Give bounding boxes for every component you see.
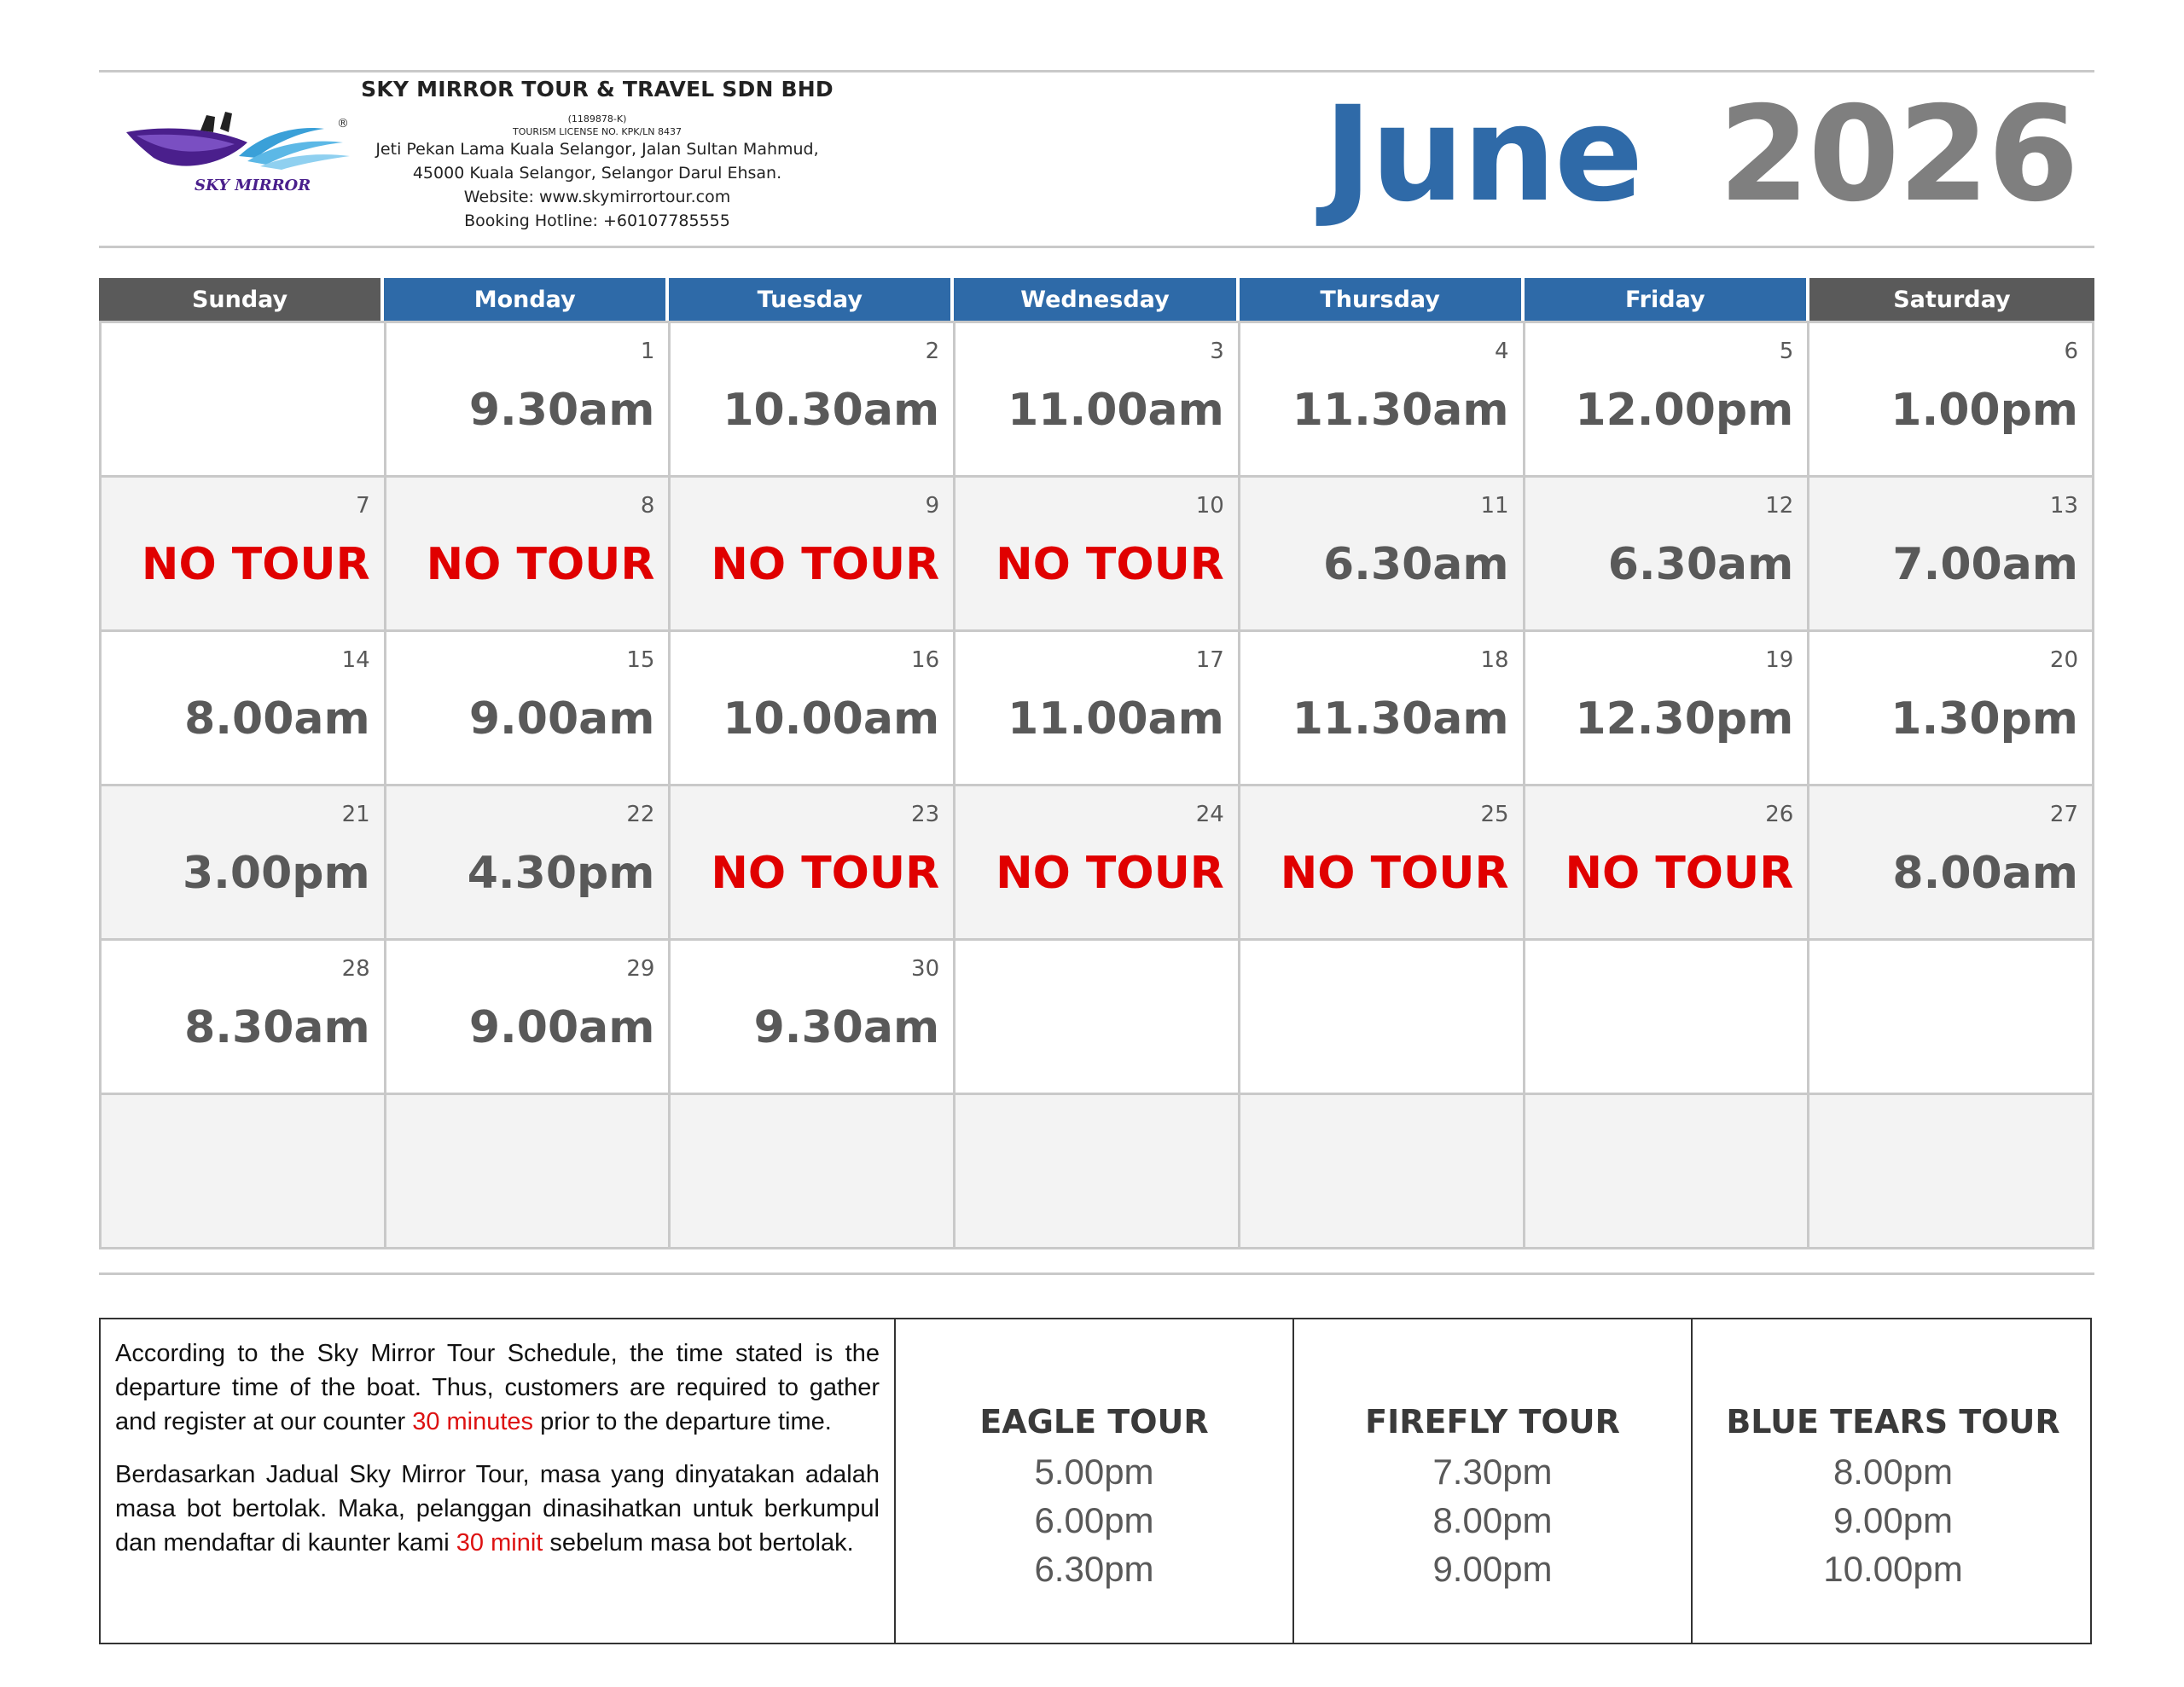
- day-cell-29[interactable]: [386, 941, 671, 1095]
- day-cell-23[interactable]: [671, 786, 956, 941]
- day-number: 6: [2064, 339, 2078, 364]
- day-number: 27: [2049, 802, 2078, 827]
- day-number: 8: [640, 493, 655, 519]
- day-number: 5: [1779, 339, 1794, 364]
- day-of-week-header: [99, 278, 2094, 321]
- day-number: 13: [2049, 493, 2078, 519]
- day-cell-27[interactable]: [1809, 786, 2094, 941]
- day-number: 9: [925, 493, 940, 519]
- notes-panel: [101, 1319, 896, 1643]
- day-cell-22[interactable]: [386, 786, 671, 941]
- day-header-friday: Friday: [1525, 278, 1809, 321]
- tour-firefly: [1294, 1319, 1693, 1643]
- day-cell-25[interactable]: [1240, 786, 1525, 941]
- day-number: 29: [626, 956, 655, 982]
- note-malay: [115, 1458, 880, 1560]
- day-cell-30[interactable]: [671, 941, 956, 1095]
- website[interactable]: Website: www.skymirrortour.com: [463, 188, 731, 206]
- day-cell-9[interactable]: [671, 478, 956, 632]
- day-cell-26[interactable]: [1525, 786, 1810, 941]
- tour-time: 8.00pm: [1432, 1500, 1553, 1540]
- day-cell-6[interactable]: [1809, 323, 2094, 478]
- departure-time: 11.00am: [1008, 385, 1224, 436]
- day-cell-12[interactable]: [1525, 478, 1810, 632]
- day-number: 16: [911, 647, 940, 673]
- no-tour-label: NO TOUR: [996, 848, 1224, 899]
- tour-time: 7.30pm: [1432, 1452, 1553, 1492]
- day-number: 11: [1480, 493, 1509, 519]
- booking-hotline[interactable]: Booking Hotline: +60107785555: [464, 212, 730, 230]
- departure-time: 8.00am: [184, 693, 370, 745]
- day-number: 22: [626, 802, 655, 827]
- day-number: 20: [2049, 647, 2078, 673]
- calendar-bottom-rule: [99, 1272, 2094, 1275]
- empty-day-cell: [1809, 941, 2094, 1095]
- departure-time: 9.00am: [468, 693, 655, 745]
- tour-time: 8.00pm: [1833, 1452, 1954, 1492]
- day-cell-5[interactable]: [1525, 323, 1810, 478]
- day-number: 3: [1210, 339, 1224, 364]
- day-cell-8[interactable]: [386, 478, 671, 632]
- company-info: [350, 77, 845, 233]
- day-number: 28: [341, 956, 370, 982]
- day-header-sunday: Sunday: [99, 278, 384, 321]
- tour-time: 9.00pm: [1432, 1549, 1553, 1589]
- departure-time: 9.30am: [468, 385, 655, 436]
- tour-time: 5.00pm: [1034, 1452, 1154, 1492]
- day-cell-11[interactable]: [1240, 478, 1525, 632]
- departure-time: 10.30am: [723, 385, 940, 436]
- departure-time: 6.30am: [1322, 539, 1509, 590]
- departure-time: 9.30am: [753, 1002, 940, 1053]
- tour-time: 10.00pm: [1823, 1549, 1963, 1589]
- departure-time: 11.00am: [1008, 693, 1224, 745]
- calendar-grid: [99, 321, 2094, 1249]
- departure-time: 9.00am: [468, 1002, 655, 1053]
- tour-info-table: [99, 1318, 2092, 1644]
- day-number: 4: [1495, 339, 1509, 364]
- logo-registered-mark: ®: [337, 117, 349, 130]
- tour-name: FIREFLY TOUR: [1365, 1403, 1620, 1441]
- day-number: 2: [925, 339, 940, 364]
- no-tour-label: NO TOUR: [711, 848, 940, 899]
- tour-name: EAGLE TOUR: [979, 1403, 1209, 1441]
- departure-time: 7.00am: [1892, 539, 2078, 590]
- day-number: 24: [1195, 802, 1224, 827]
- day-header-wednesday: Wednesday: [954, 278, 1239, 321]
- day-cell-21[interactable]: [102, 786, 386, 941]
- logo-text: SKY MIRROR: [195, 177, 311, 194]
- tour-time: 9.00pm: [1833, 1500, 1954, 1540]
- no-tour-label: NO TOUR: [996, 539, 1224, 590]
- day-number: 25: [1480, 802, 1509, 827]
- no-tour-label: NO TOUR: [1280, 848, 1509, 899]
- note-english-text: According to the Sky Mirror Tour Schedule, the time stated is the departure time of the boat. Thus, customers are required to gather and register at our counter: [115, 1340, 880, 1435]
- calendar: [99, 278, 2094, 1249]
- empty-day-cell: [386, 1095, 671, 1249]
- departure-time: 1.00pm: [1891, 385, 2078, 436]
- empty-day-cell: [1809, 1095, 2094, 1249]
- page-title: [1323, 78, 2077, 231]
- day-number: 21: [341, 802, 370, 827]
- day-cell-1[interactable]: [386, 323, 671, 478]
- tourism-license: TOURISM LICENSE NO. KPK/LN 8437: [513, 126, 682, 137]
- day-header-monday: Monday: [384, 278, 669, 321]
- no-tour-label: NO TOUR: [1565, 848, 1794, 899]
- note-malay-text: Berdasarkan Jadual Sky Mirror Tour, masa yang dinyatakan adalah masa bot bertolak. Maka, pelanggan dinasihatkan untuk berkumpul dan mendaftar di kaunter kami: [115, 1461, 880, 1557]
- tour-eagle: [896, 1319, 1294, 1643]
- no-tour-label: NO TOUR: [711, 539, 940, 590]
- departure-time: 3.00pm: [182, 848, 370, 899]
- departure-time: 12.00pm: [1575, 385, 1794, 436]
- empty-day-cell: [1240, 941, 1525, 1095]
- day-cell-10[interactable]: [956, 478, 1240, 632]
- empty-day-cell: [102, 323, 386, 478]
- day-number: 14: [341, 647, 370, 673]
- day-number: 18: [1480, 647, 1509, 673]
- day-number: 19: [1765, 647, 1794, 673]
- day-cell-28[interactable]: [102, 941, 386, 1095]
- departure-time: 4.30pm: [467, 848, 655, 899]
- day-cell-17[interactable]: [956, 632, 1240, 786]
- day-cell-19[interactable]: [1525, 632, 1810, 786]
- day-number: 23: [911, 802, 940, 827]
- address-line-2: 45000 Kuala Selangor, Selangor Darul Ehsan.: [412, 164, 782, 183]
- departure-time: 8.30am: [184, 1002, 370, 1053]
- tour-time: 6.30pm: [1034, 1549, 1154, 1589]
- departure-time: 12.30pm: [1575, 693, 1794, 745]
- tour-blue-tears: [1693, 1319, 2094, 1643]
- day-cell-3[interactable]: [956, 323, 1240, 478]
- departure-time: 10.00am: [723, 693, 940, 745]
- note-english: [115, 1336, 880, 1439]
- note-english-highlight: 30 minutes: [412, 1408, 534, 1435]
- day-number: 7: [356, 493, 370, 519]
- note-english-text-end: prior to the departure time.: [533, 1408, 832, 1435]
- day-number: 26: [1765, 802, 1794, 827]
- day-cell-18[interactable]: [1240, 632, 1525, 786]
- empty-day-cell: [956, 941, 1240, 1095]
- departure-time: 6.30am: [1607, 539, 1794, 590]
- note-malay-text-end: sebelum masa bot bertolak.: [543, 1529, 854, 1557]
- top-rule: [99, 70, 2094, 72]
- day-number: 15: [626, 647, 655, 673]
- note-malay-highlight: 30 minit: [456, 1529, 543, 1557]
- day-cell-2[interactable]: [671, 323, 956, 478]
- tour-name: BLUE TEARS TOUR: [1726, 1403, 2060, 1441]
- company-name: SKY MIRROR TOUR & TRAVEL SDN BHD: [361, 77, 834, 101]
- empty-day-cell: [1240, 1095, 1525, 1249]
- day-header-tuesday: Tuesday: [669, 278, 954, 321]
- month-title: June: [1323, 78, 1642, 231]
- day-cell-13[interactable]: [1809, 478, 2094, 632]
- day-header-saturday: Saturday: [1809, 278, 2094, 321]
- day-cell-4[interactable]: [1240, 323, 1525, 478]
- day-header-thursday: Thursday: [1240, 278, 1525, 321]
- departure-time: 1.30pm: [1891, 693, 2078, 745]
- day-cell-16[interactable]: [671, 632, 956, 786]
- day-cell-20[interactable]: [1809, 632, 2094, 786]
- empty-day-cell: [956, 1095, 1240, 1249]
- day-number: 1: [640, 339, 655, 364]
- company-registration: (1189878-K): [567, 113, 627, 125]
- no-tour-label: NO TOUR: [426, 539, 655, 590]
- day-cell-7[interactable]: [102, 478, 386, 632]
- day-number: 17: [1195, 647, 1224, 673]
- sky-mirror-logo: [119, 107, 358, 200]
- empty-day-cell: [102, 1095, 386, 1249]
- departure-time: 8.00am: [1892, 848, 2078, 899]
- day-number: 10: [1195, 493, 1224, 519]
- day-cell-15[interactable]: [386, 632, 671, 786]
- tour-time: 6.00pm: [1034, 1500, 1154, 1540]
- address-line-1: Jeti Pekan Lama Kuala Selangor, Jalan Sultan Mahmud,: [375, 140, 819, 159]
- day-number: 12: [1765, 493, 1794, 519]
- departure-time: 11.30am: [1292, 693, 1509, 745]
- day-cell-14[interactable]: [102, 632, 386, 786]
- day-cell-24[interactable]: [956, 786, 1240, 941]
- empty-day-cell: [1525, 1095, 1810, 1249]
- year-title: 2026: [1718, 78, 2077, 231]
- day-number: 30: [911, 956, 940, 982]
- empty-day-cell: [1525, 941, 1810, 1095]
- departure-time: 11.30am: [1292, 385, 1509, 436]
- empty-day-cell: [671, 1095, 956, 1249]
- header-rule: [99, 246, 2094, 248]
- no-tour-label: NO TOUR: [141, 539, 370, 590]
